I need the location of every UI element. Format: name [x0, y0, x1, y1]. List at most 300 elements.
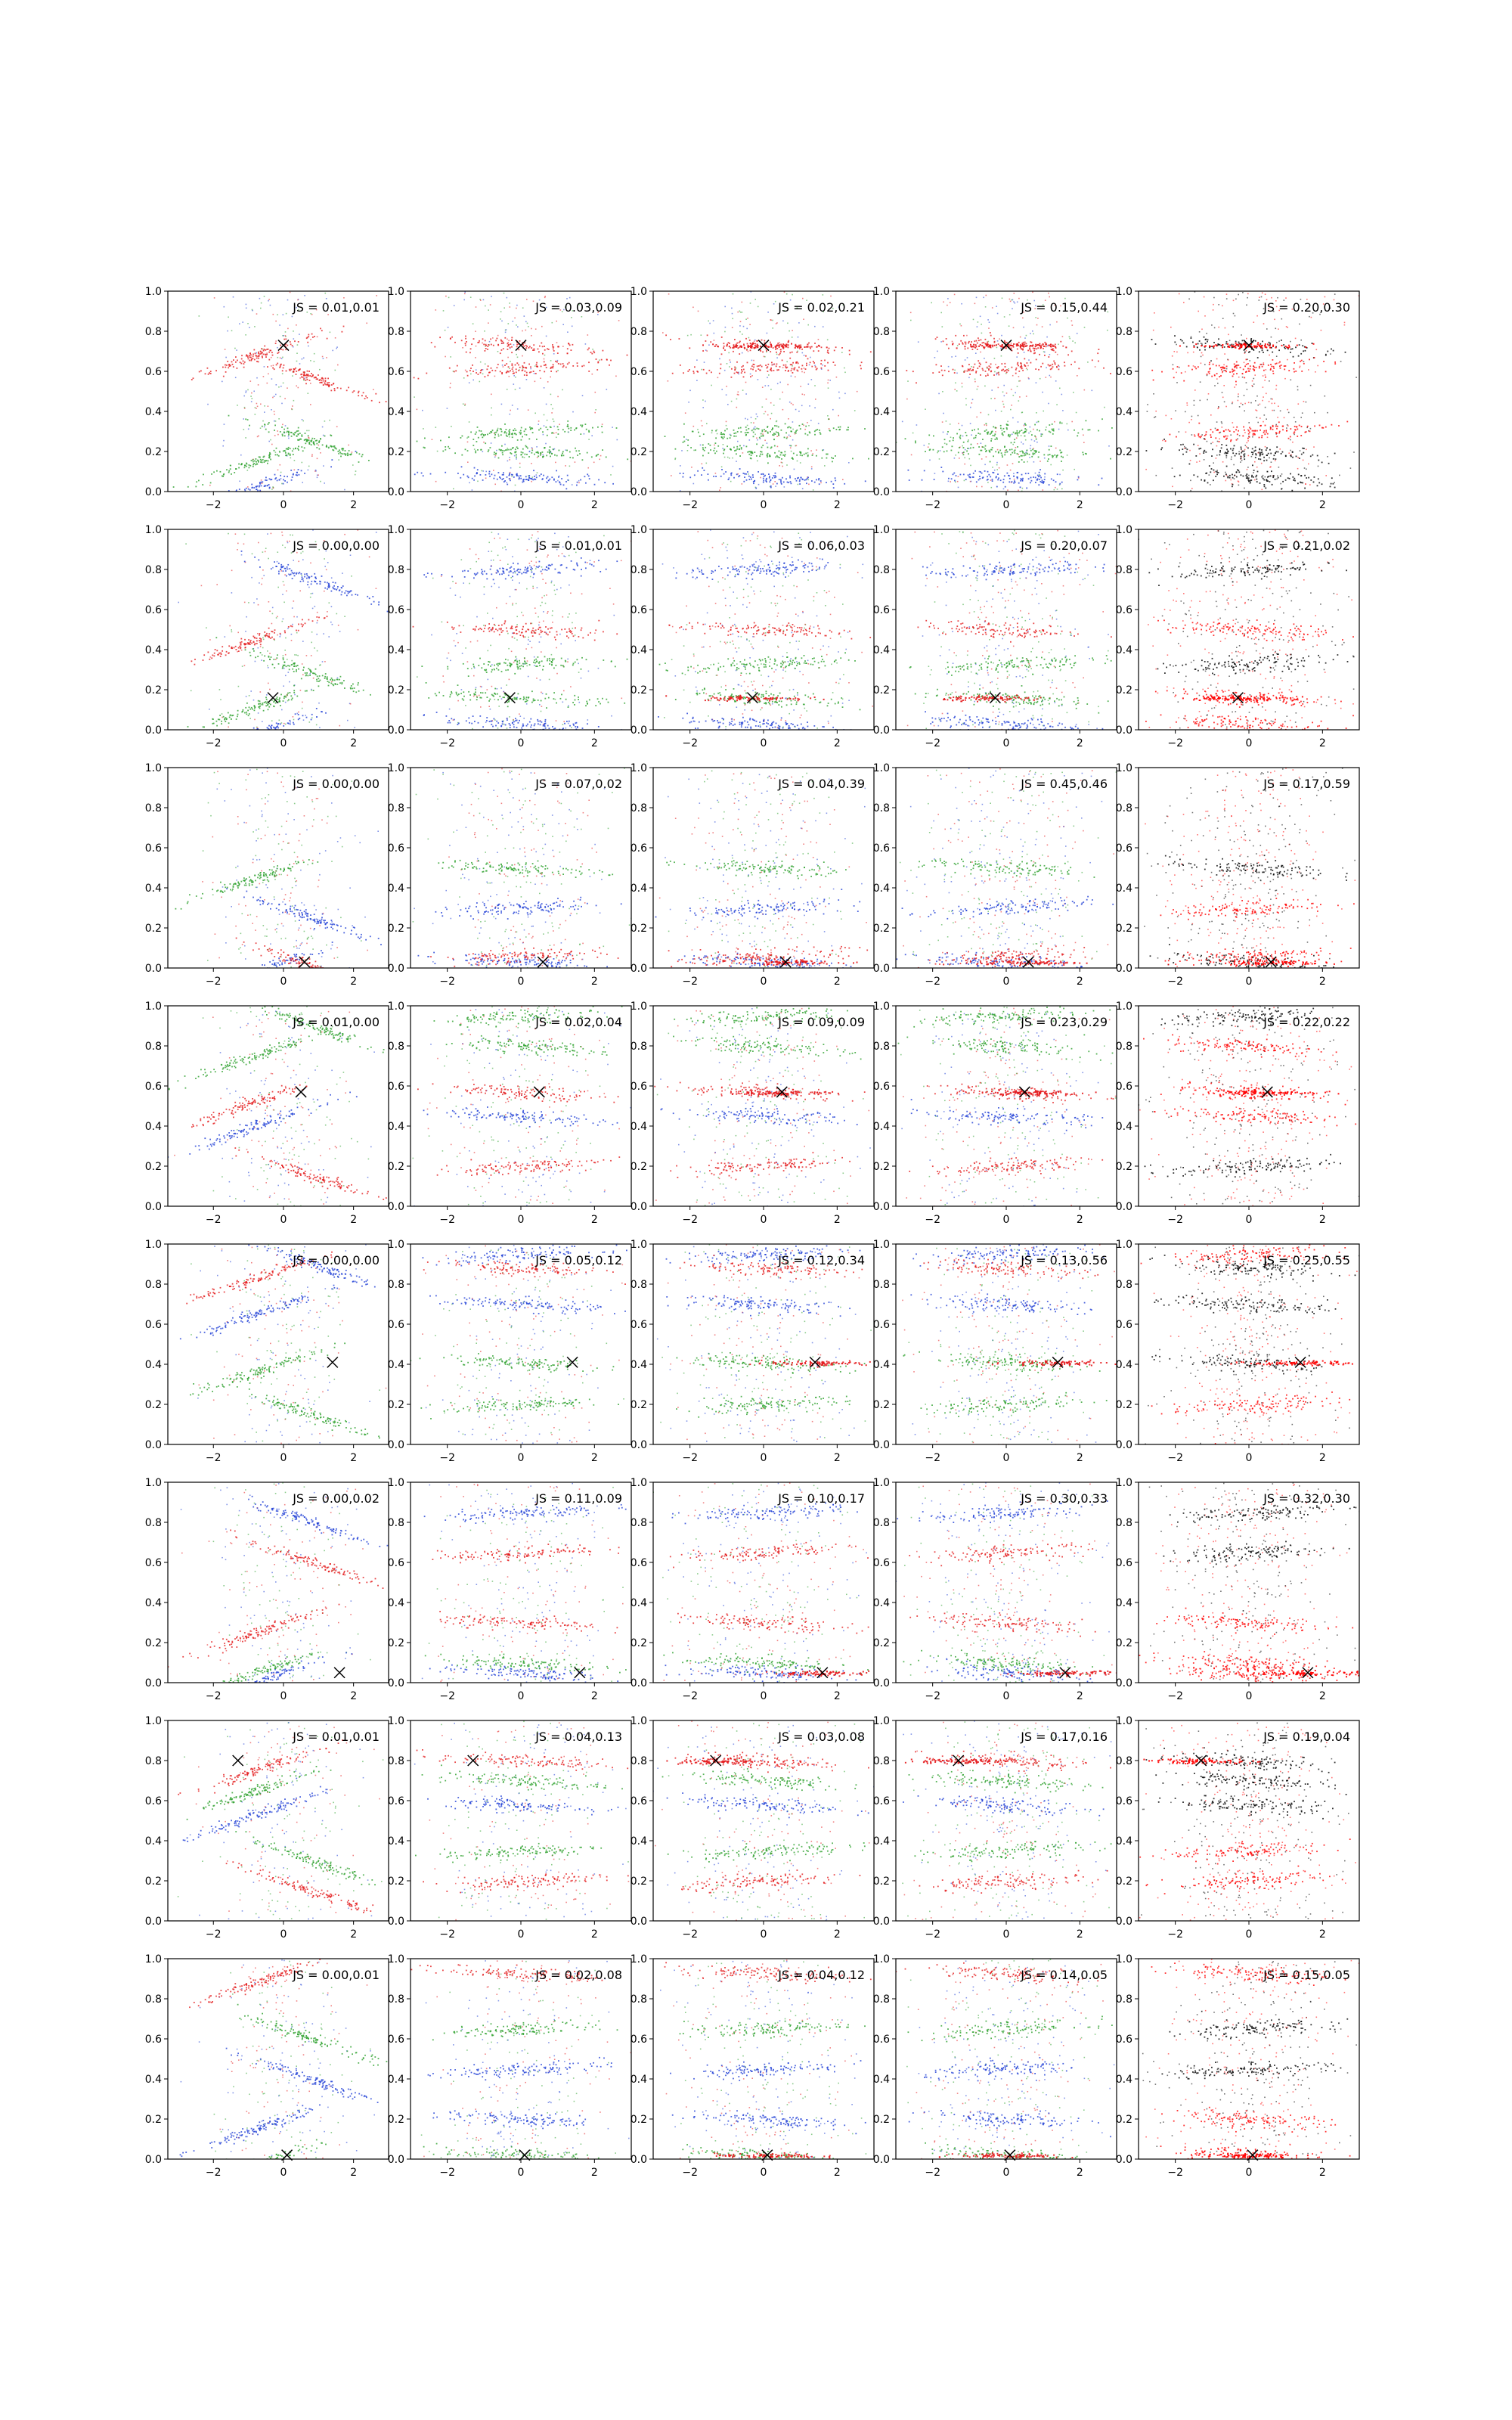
- band-point: [985, 339, 987, 340]
- band-point: [707, 334, 708, 336]
- bg-point: [755, 418, 757, 420]
- band-point: [1017, 435, 1018, 436]
- band-point: [556, 371, 557, 373]
- band-point: [1250, 340, 1252, 342]
- band-point: [507, 436, 508, 437]
- band-point: [1042, 363, 1043, 365]
- target-band-point: [1030, 345, 1031, 346]
- bg-point: [1300, 417, 1302, 418]
- bg-point: [792, 421, 794, 423]
- band-point: [279, 451, 280, 453]
- band-point: [591, 456, 593, 458]
- subplot-r1-c2: [369, 286, 643, 511]
- bg-point: [306, 430, 308, 432]
- bg-point: [965, 405, 967, 406]
- bg-point: [491, 414, 492, 416]
- band-point: [308, 371, 310, 372]
- band-point: [526, 479, 528, 480]
- band-point: [253, 349, 255, 351]
- bg-point: [465, 370, 466, 371]
- bg-point: [1216, 378, 1218, 380]
- bg-point: [477, 481, 479, 482]
- band-point: [1005, 366, 1006, 368]
- bg-point: [1280, 483, 1281, 485]
- band-point: [741, 448, 742, 450]
- band-point: [1290, 352, 1291, 353]
- band-point: [1020, 344, 1021, 346]
- bg-point: [749, 324, 751, 325]
- band-point: [293, 473, 294, 475]
- bg-point: [1018, 298, 1020, 299]
- target-band-point: [981, 345, 983, 346]
- bg-point: [1000, 348, 1002, 349]
- band-point: [973, 438, 974, 439]
- band-point: [542, 478, 544, 479]
- bg-point: [500, 318, 501, 320]
- bg-point: [1040, 378, 1041, 380]
- band-point: [1233, 374, 1235, 375]
- band-point: [321, 330, 323, 331]
- band-point: [1027, 453, 1028, 455]
- band-point: [367, 397, 368, 399]
- band-point: [233, 359, 234, 361]
- band-point: [716, 344, 717, 346]
- band-point: [1027, 450, 1028, 451]
- band-point: [327, 384, 328, 386]
- band-point: [687, 371, 689, 372]
- target-band-point: [775, 346, 776, 348]
- band-point: [1284, 369, 1285, 371]
- band-point: [561, 478, 562, 479]
- band-point: [779, 366, 781, 368]
- bg-point: [247, 486, 249, 488]
- bg-point: [507, 389, 508, 390]
- band-point: [1250, 428, 1251, 430]
- bg-point: [1172, 467, 1173, 469]
- band-point: [1235, 455, 1236, 457]
- band-point: [987, 476, 988, 477]
- band-point: [743, 473, 745, 474]
- band-point: [1067, 354, 1069, 355]
- band-point: [627, 355, 628, 356]
- bg-point: [726, 386, 727, 387]
- band-point: [342, 453, 343, 455]
- bg-point: [971, 434, 972, 436]
- bg-point: [994, 470, 996, 471]
- band-point: [203, 474, 204, 476]
- band-point: [515, 430, 516, 431]
- band-point: [601, 426, 603, 427]
- bg-point: [1054, 489, 1055, 491]
- band-point: [556, 361, 558, 363]
- bg-point: [954, 370, 956, 371]
- band-point: [810, 361, 811, 363]
- band-point: [975, 435, 977, 436]
- bg-point: [774, 481, 776, 482]
- band-point: [164, 386, 166, 387]
- band-point: [758, 368, 759, 370]
- bg-point: [804, 394, 805, 396]
- bg-point: [808, 484, 810, 486]
- band-point: [541, 473, 542, 475]
- band-point: [261, 460, 262, 461]
- band-point: [1294, 480, 1296, 482]
- band-point: [476, 372, 477, 374]
- target-band-point: [975, 346, 977, 347]
- band-point: [286, 371, 287, 372]
- band-point: [525, 429, 527, 430]
- bg-point: [1032, 292, 1033, 293]
- band-point: [580, 424, 581, 426]
- band-point: [281, 427, 283, 428]
- band-point: [612, 483, 614, 485]
- band-point: [733, 447, 735, 448]
- target-band-point: [712, 343, 714, 345]
- band-point: [288, 453, 290, 455]
- bg-point: [801, 405, 803, 407]
- band-point: [327, 382, 328, 383]
- target-band-point: [1037, 344, 1039, 346]
- band-point: [1236, 471, 1238, 473]
- band-point: [1272, 476, 1274, 477]
- target-band-point: [791, 343, 792, 345]
- band-point: [973, 367, 974, 368]
- band-point: [906, 370, 907, 371]
- band-point: [740, 427, 742, 429]
- band-point: [1294, 426, 1296, 427]
- band-point: [710, 449, 711, 451]
- band-point: [290, 369, 292, 371]
- band-point: [1216, 365, 1217, 367]
- x-tick-label: 0: [518, 499, 525, 511]
- bg-point: [1315, 371, 1316, 373]
- bg-point: [1321, 330, 1322, 331]
- bg-point: [304, 295, 305, 296]
- band-point: [1033, 454, 1034, 455]
- band-point: [694, 474, 696, 476]
- bg-point: [285, 331, 287, 333]
- bg-point: [765, 385, 767, 386]
- bg-point: [1253, 472, 1254, 473]
- bg-point: [1055, 380, 1057, 382]
- bg-point: [988, 327, 990, 329]
- band-point: [715, 476, 717, 477]
- bg-point: [978, 386, 979, 387]
- band-point: [1268, 476, 1269, 477]
- band-point: [231, 473, 232, 475]
- band-point: [974, 364, 976, 365]
- bg-point: [293, 400, 295, 402]
- band-point: [975, 372, 977, 374]
- bg-point: [1274, 403, 1275, 405]
- band-point: [230, 468, 231, 470]
- bg-point: [754, 434, 756, 436]
- bg-point: [1201, 343, 1202, 344]
- bg-point: [1036, 422, 1038, 424]
- bg-point: [531, 463, 532, 464]
- band-point: [1304, 475, 1306, 476]
- y-tick-label: 0.4: [873, 406, 890, 418]
- band-point: [467, 375, 469, 377]
- bg-point: [1036, 442, 1038, 443]
- bg-point: [745, 418, 746, 420]
- band-point: [779, 457, 780, 458]
- band-point: [683, 424, 685, 425]
- band-point: [1266, 448, 1268, 449]
- bg-point: [282, 357, 284, 358]
- bg-point: [1235, 315, 1236, 317]
- band-point: [268, 461, 269, 462]
- band-point: [1006, 371, 1008, 373]
- x-tick-label: −2: [206, 499, 222, 511]
- bg-point: [818, 339, 820, 340]
- band-point: [327, 378, 329, 380]
- band-point: [521, 427, 522, 429]
- band-point: [994, 342, 996, 343]
- band-point: [808, 343, 810, 344]
- bg-point: [330, 332, 331, 334]
- band-point: [531, 371, 532, 373]
- band-point: [1248, 433, 1250, 435]
- bg-point: [467, 461, 469, 463]
- band-point: [1297, 482, 1299, 484]
- band-point: [719, 373, 720, 374]
- band-point: [1225, 439, 1227, 440]
- bg-point: [954, 389, 956, 390]
- bg-point: [1241, 460, 1243, 461]
- bg-point: [1247, 358, 1248, 360]
- band-point: [1259, 430, 1261, 431]
- band-point: [426, 373, 427, 374]
- target-band-point: [964, 346, 965, 347]
- band-point: [1055, 352, 1056, 353]
- bg-point: [1235, 299, 1237, 300]
- band-point: [984, 430, 986, 432]
- band-point: [465, 336, 466, 337]
- bg-point: [1325, 396, 1326, 397]
- bg-point: [812, 453, 813, 455]
- target-band-point: [755, 347, 757, 349]
- band-point: [445, 446, 446, 448]
- bg-point: [829, 428, 830, 430]
- band-point: [288, 431, 290, 433]
- bg-point: [986, 456, 987, 458]
- band-point: [303, 374, 305, 376]
- band-point: [826, 482, 827, 483]
- band-point: [994, 433, 996, 435]
- band-point: [569, 345, 571, 346]
- band-point: [1262, 366, 1263, 368]
- band-point: [789, 477, 791, 479]
- bg-point: [772, 327, 773, 329]
- bg-point: [1204, 315, 1206, 317]
- band-point: [1044, 479, 1046, 480]
- band-point: [980, 433, 981, 435]
- band-point: [767, 364, 769, 365]
- bg-point: [528, 451, 530, 452]
- band-point: [1259, 451, 1260, 453]
- y-tick-label: 0.6: [873, 366, 890, 378]
- band-point: [739, 455, 741, 457]
- band-point: [473, 479, 475, 481]
- band-point: [1253, 434, 1254, 436]
- bg-point: [1330, 353, 1331, 355]
- bg-point: [1269, 458, 1270, 459]
- bg-point: [970, 465, 971, 467]
- band-point: [785, 433, 787, 434]
- band-point: [749, 340, 751, 341]
- bg-point: [1067, 455, 1068, 456]
- bg-point: [1176, 352, 1178, 353]
- band-point: [684, 441, 686, 442]
- band-point: [1151, 339, 1153, 340]
- band-point: [1266, 480, 1268, 482]
- bg-point: [737, 312, 739, 313]
- band-point: [763, 473, 764, 475]
- bg-point: [1154, 312, 1155, 314]
- bg-point: [530, 368, 531, 370]
- band-point: [333, 445, 334, 447]
- band-point: [280, 345, 281, 346]
- band-point: [1101, 418, 1103, 420]
- bg-point: [1048, 293, 1049, 294]
- bg-point: [606, 389, 608, 390]
- band-point: [1000, 427, 1002, 429]
- bg-point: [551, 412, 553, 414]
- band-point: [1061, 461, 1062, 462]
- band-point: [243, 361, 244, 362]
- band-point: [820, 433, 822, 435]
- band-point: [1004, 342, 1005, 343]
- y-tick-label: 0.2: [873, 446, 890, 458]
- band-point: [305, 433, 306, 434]
- bg-point: [1043, 351, 1045, 352]
- bg-point: [784, 291, 785, 293]
- bg-point: [701, 369, 702, 371]
- band-point: [821, 458, 823, 459]
- band-point: [1262, 454, 1263, 455]
- band-point: [488, 344, 489, 346]
- band-point: [990, 451, 991, 453]
- band-point: [1049, 431, 1050, 433]
- bg-point: [999, 467, 1000, 469]
- band-point: [940, 365, 942, 367]
- band-point: [776, 365, 777, 367]
- band-point: [767, 371, 769, 372]
- band-point: [770, 342, 771, 343]
- band-point: [282, 435, 284, 436]
- bg-point: [233, 296, 234, 298]
- band-point: [1052, 424, 1053, 425]
- band-point: [1309, 359, 1310, 361]
- bg-point: [336, 346, 338, 348]
- band-point: [1243, 476, 1244, 477]
- bg-point: [1022, 488, 1024, 489]
- band-point: [256, 464, 258, 465]
- band-point: [753, 367, 754, 368]
- band-point: [1226, 452, 1228, 454]
- band-point: [959, 436, 961, 438]
- band-point: [1024, 344, 1025, 346]
- bg-point: [711, 433, 713, 434]
- target-band-point: [973, 344, 974, 346]
- band-point: [533, 479, 534, 481]
- band-point: [1034, 450, 1036, 451]
- band-point: [475, 433, 476, 435]
- bg-point: [281, 358, 283, 359]
- bg-point: [1049, 375, 1051, 377]
- band-point: [1204, 438, 1205, 439]
- band-point: [965, 343, 967, 345]
- bg-point: [1259, 296, 1260, 298]
- bg-point: [754, 299, 756, 300]
- target-band-point: [738, 347, 739, 349]
- band-point: [518, 370, 519, 371]
- band-point: [326, 446, 327, 448]
- bg-point: [510, 410, 511, 411]
- band-point: [782, 455, 784, 456]
- band-point: [976, 481, 978, 482]
- bg-point: [957, 345, 959, 346]
- bg-point: [511, 476, 513, 477]
- bg-point: [1210, 360, 1212, 361]
- band-point: [985, 451, 987, 452]
- band-point: [482, 479, 484, 481]
- band-point: [1290, 473, 1291, 475]
- band-point: [1300, 435, 1302, 436]
- bg-point: [1179, 431, 1180, 433]
- bg-point: [302, 419, 303, 420]
- band-point: [1008, 435, 1009, 436]
- band-point: [959, 343, 960, 345]
- bg-point: [1029, 457, 1030, 458]
- bg-point: [451, 426, 452, 427]
- band-point: [1317, 485, 1318, 486]
- bg-point: [950, 481, 951, 482]
- band-point: [1276, 363, 1278, 365]
- band-point: [1221, 369, 1222, 371]
- band-point: [517, 439, 519, 441]
- target-band-point: [780, 349, 782, 350]
- band-point: [314, 336, 315, 337]
- band-point: [1037, 475, 1039, 476]
- band-point: [1183, 343, 1185, 344]
- band-point: [721, 433, 723, 435]
- bg-point: [722, 448, 723, 449]
- band-point: [240, 464, 242, 465]
- band-point: [829, 430, 831, 432]
- band-point: [498, 458, 500, 459]
- band-point: [764, 475, 766, 476]
- bg-point: [256, 377, 258, 379]
- band-point: [1292, 476, 1294, 478]
- band-point: [577, 365, 578, 367]
- band-point: [769, 481, 770, 482]
- band-point: [775, 349, 776, 350]
- band-point: [1179, 361, 1181, 363]
- bg-point: [742, 334, 743, 335]
- band-point: [228, 415, 230, 417]
- band-point: [1111, 427, 1113, 429]
- band-point: [1275, 451, 1277, 453]
- bg-point: [556, 342, 558, 343]
- bg-point: [532, 476, 534, 478]
- bg-point: [569, 466, 571, 467]
- band-point: [1203, 452, 1204, 454]
- band-point: [800, 452, 801, 454]
- bg-point: [1284, 378, 1286, 380]
- band-point: [577, 362, 578, 364]
